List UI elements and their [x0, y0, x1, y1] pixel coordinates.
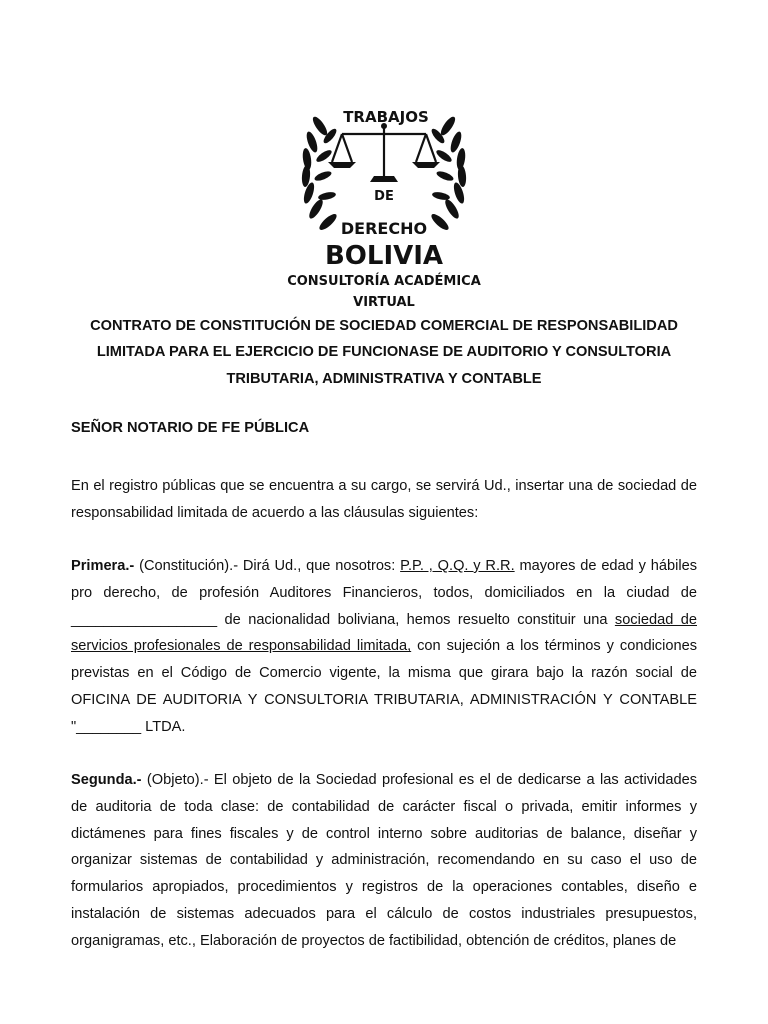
- logo-line-3: DERECHO: [340, 219, 428, 238]
- clause-segunda-text: (Objeto).- El objeto de la Sociedad profesional es el de dedicarse a las actividades de auditoria de toda clase: de contabilidad de carácter fiscal o privada, emitir informes y dictámenes para fines fiscales y de control interno sobre auditorias de balance, diseñar y organizar sistemas de contabilidad y administración, recomendando en su caso el uso de formularios apropiados, procedimientos y registros de la operaciones contables, diseño e instalación de sistemas adecuados para el cálculo de costos industriales presupuestos, organigramas, etc., Elaboración de proyectos de factibilidad, obtención de créditos, planes de: [71, 772, 697, 949]
- document-title: [60, 313, 708, 392]
- clause-segunda: [71, 767, 697, 955]
- clause-primera-text-b: mayores de edad y hábiles pro derecho, de profesión Auditores Financieros, todos, domiciliados en la ciudad de __________________ de nacionalidad boliviana, hemos resuelto constituir una: [71, 558, 697, 628]
- logo-line-2: DE: [374, 189, 394, 204]
- logo-line-5: CONSULTORÍA ACADÉMICA: [287, 274, 481, 289]
- logo-line-1: TRABAJOS: [343, 108, 429, 126]
- logo: [270, 96, 498, 311]
- title-line-3: TRIBUTARIA, ADMINISTRATIVA Y CONTABLE: [226, 370, 542, 387]
- clause-primera: [71, 553, 697, 741]
- logo-line-4: BOLIVIA: [324, 241, 444, 271]
- clause-primera-names: P.P. , Q.Q. y R.R.: [400, 558, 515, 574]
- scales-of-justice-icon: [270, 96, 498, 311]
- salutation: SEÑOR NOTARIO DE FE PÚBLICA: [71, 420, 310, 436]
- title-line-1: CONTRATO DE CONSTITUCIÓN DE SOCIEDAD COMERCIAL DE RESPONSABILIDAD: [90, 318, 678, 334]
- logo-line-6: VIRTUAL: [353, 295, 415, 310]
- clause-primera-text-a: (Constitución).- Dirá Ud., que nosotros:: [134, 558, 401, 574]
- clause-primera-label: Primera.-: [71, 558, 135, 574]
- clause-primera-underlined: sociedad de servicios profesionales de responsabilidad limitada,: [71, 611, 697, 655]
- clause-primera-text-c: con sujeción a los términos y condiciones previstas en el Código de Comercio vigente, la misma que girara bajo la razón social de OFICINA DE AUDITORIA Y CONSULTORIA TRIBUTARIA, ADMINISTRACIÓN Y CONTABLE "________ LTDA.: [71, 638, 697, 735]
- clause-segunda-label: Segunda.-: [71, 772, 142, 788]
- intro-paragraph: En el registro públicas que se encuentra a su cargo, se servirá Ud., insertar una de sociedad de responsabilidad limitada de acuerdo a las cláusulas siguientes:: [71, 478, 697, 521]
- title-line-2: LIMITADA PARA EL EJERCICIO DE FUNCIONASE DE AUDITORIO Y CONSULTORIA: [96, 344, 672, 361]
